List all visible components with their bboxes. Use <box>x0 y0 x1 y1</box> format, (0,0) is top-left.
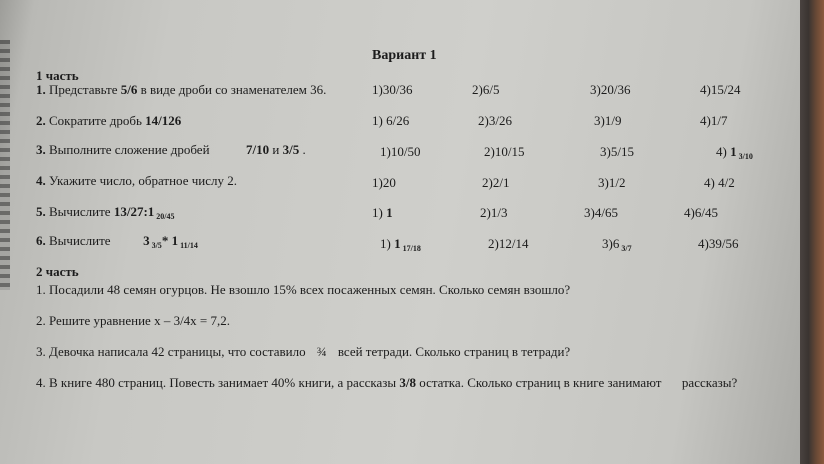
q1-option-2: 2)6/5 <box>472 82 500 97</box>
paper-shadow-edge <box>0 40 10 290</box>
q5-option-1: 1) 1 <box>372 205 393 220</box>
q2-option-4: 4)1/7 <box>700 113 728 128</box>
part2-question-3: 3. Девочка написала 42 страницы, что составило ¾ всей тетради. Сколько страниц в тетради? <box>36 344 571 359</box>
q3-option-3: 3)5/15 <box>600 144 634 159</box>
q6-option-3: 3)6 $_{3/7}$ <box>602 236 632 253</box>
variant-title: Вариант 1 <box>372 48 437 63</box>
part1-heading: 1 часть <box>36 68 79 83</box>
q3-option-1: 1)10/50 <box>380 144 421 159</box>
question-4: 4. Укажите число, обратное числу 2. <box>36 173 237 188</box>
q2-option-3: 3)1/9 <box>594 113 622 128</box>
question-2: 2. Сократите дробь 14/126 <box>36 113 182 128</box>
q1-option-1: 1)30/36 <box>372 82 413 97</box>
part2-question-4: 4. В книге 480 страниц. Повесть занимает 40% книги, а рассказы 3/8 остатка. Сколько страниц в книге занимают рассказы? <box>36 375 738 390</box>
table-background <box>800 0 824 464</box>
q5-option-2: 2)1/3 <box>480 205 508 220</box>
q6-option-1: 1) 1 $_{17/18}$ <box>380 236 421 253</box>
q2-option-1: 1) 6/26 <box>372 113 410 128</box>
question-6: 6. Вычислите 3 $_{3/5}$* 1 $_{11/14}$ <box>36 233 198 250</box>
question-1: 1. Представьте 5/6 в виде дроби со знаменателем 36. <box>36 82 327 97</box>
q3-option-2: 2)10/15 <box>484 144 525 159</box>
question-3: 3. Выполните сложение дробей 7/10 и 3/5 . <box>36 142 306 157</box>
q4-option-4: 4) 4/2 <box>704 175 735 190</box>
q6-option-2: 2)12/14 <box>488 236 529 251</box>
q6-option-4: 4)39/56 <box>698 236 739 251</box>
q1-option-4: 4)15/24 <box>700 82 741 97</box>
q3-option-4: 4) 1 $_{3/10}$ <box>716 144 753 161</box>
part2-question-2: 2. Решите уравнение х – 3/4х = 7,2. <box>36 313 231 328</box>
q5-option-3: 3)4/65 <box>584 205 618 220</box>
part2-question-1: 1. Посадили 48 семян огурцов. Не взошло 15% всех посаженных семян. Сколько семян взошло? <box>36 282 571 297</box>
q5-option-4: 4)6/45 <box>684 205 718 220</box>
q4-option-3: 3)1/2 <box>598 175 626 190</box>
q4-option-1: 1)20 <box>372 175 396 190</box>
question-5: 5. Вычислите 13/27:1 $_{20/45}$ <box>36 204 175 221</box>
part2-heading: 2 часть <box>36 264 79 279</box>
q2-option-2: 2)3/26 <box>478 113 512 128</box>
q4-option-2: 2)2/1 <box>482 175 510 190</box>
q1-option-3: 3)20/36 <box>590 82 631 97</box>
